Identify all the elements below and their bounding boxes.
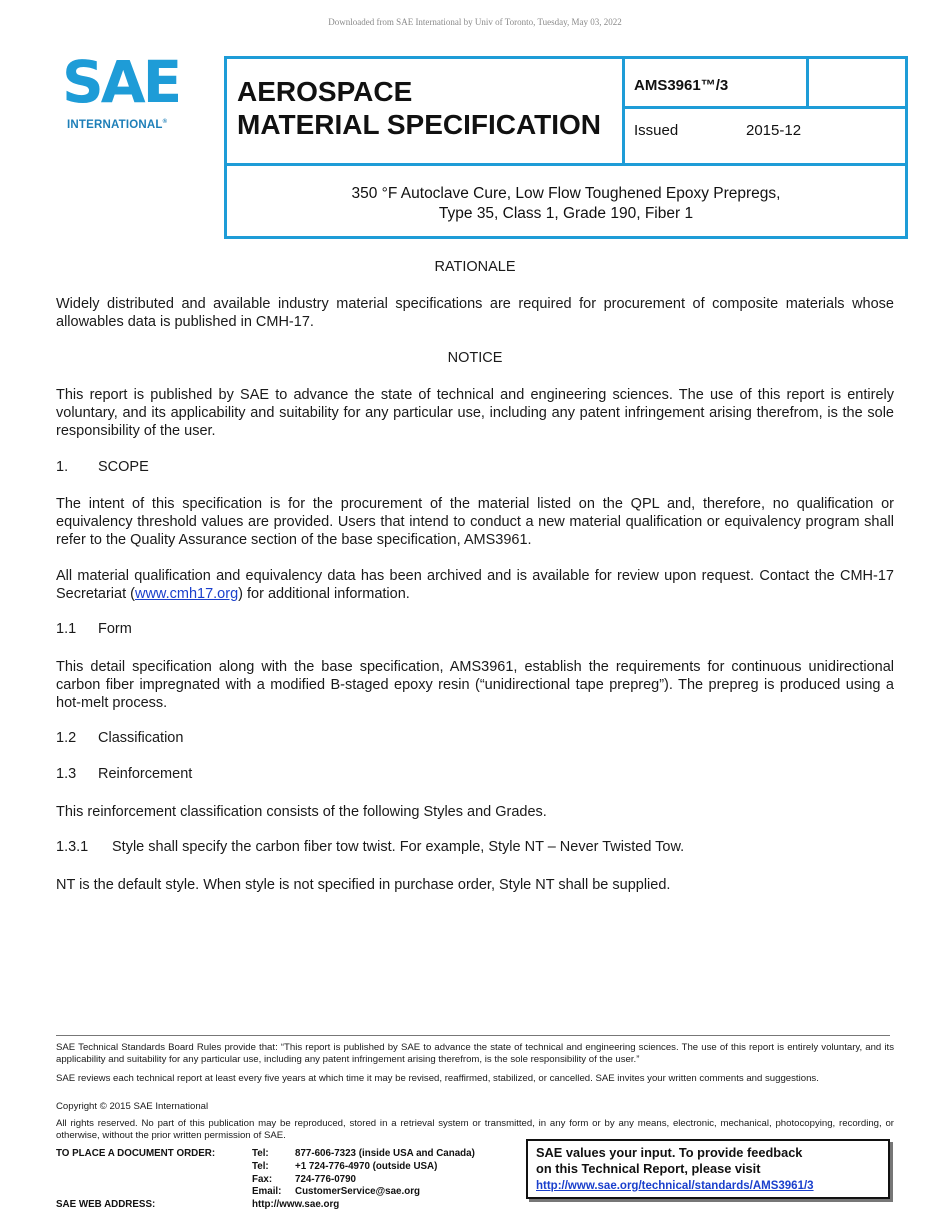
footer-divider bbox=[56, 1035, 890, 1036]
order-label: TO PLACE A DOCUMENT ORDER: bbox=[56, 1148, 216, 1159]
feedback-box bbox=[526, 1139, 890, 1199]
section-reinforcement-heading: 1.3 Reinforcement bbox=[56, 766, 193, 782]
notice-heading: NOTICE bbox=[447, 350, 503, 366]
sae-logo-mark: SAE bbox=[62, 48, 180, 116]
tel-value: 877-606-7323 (inside USA and Canada) bbox=[295, 1148, 475, 1159]
rationale-heading: RATIONALE bbox=[434, 259, 516, 275]
style-default-text: NT is the default style. When style is not specified in purchase order, Style NT shall be supplied. bbox=[56, 877, 671, 893]
document-number: AMS3961™/3 bbox=[634, 77, 729, 94]
header-divider bbox=[622, 56, 625, 166]
section-classification-heading: 1.2 Classification bbox=[56, 730, 184, 746]
notice-text: This report is published by SAE to advance the state of technical and engineering sciences. The use of this report is entirely voluntary, and its applicability and suitability for any particular use, including any patent infringement arising therefrom, is the sole responsibility of the user. bbox=[56, 387, 894, 439]
section-style: 1.3.1 Style shall specify the carbon fiber tow twist. For example, Style NT – Never Twisted Tow. bbox=[56, 839, 685, 855]
rationale-text: Widely distributed and available industry material specifications are required for procurement of composite materials whose allowables data is published in CMH-17. bbox=[56, 296, 894, 330]
sae-logo bbox=[62, 48, 192, 135]
fax-value: 724-776-0790 bbox=[295, 1174, 357, 1185]
feedback-link[interactable]: http://www.sae.org/technical/standards/AMS3961/3 bbox=[536, 1180, 814, 1192]
feedback-line-1: SAE values your input. To provide feedback bbox=[536, 1145, 803, 1160]
web-value: http://www.sae.org bbox=[252, 1199, 340, 1210]
tel-label: Tel: bbox=[252, 1148, 269, 1159]
download-note: Downloaded from SAE International by Univ of Toronto, Tuesday, May 03, 2022 bbox=[328, 17, 622, 27]
scope-paragraph-2: All material qualification and equivalency data has been archived and is available for review upon request. Contact the CMH-17 Secretariat (www.cmh17.org) for additional information. bbox=[56, 568, 894, 602]
cmh17-link[interactable]: www.cmh17.org bbox=[134, 586, 239, 602]
header-divider bbox=[224, 163, 908, 166]
issued-date: 2015-12 bbox=[746, 122, 802, 139]
tel2-label: Tel: bbox=[252, 1161, 269, 1172]
header-divider bbox=[806, 56, 809, 109]
section-scope-heading: 1. SCOPE bbox=[56, 459, 149, 475]
issued-label: Issued bbox=[634, 122, 679, 139]
form-text: This detail specification along with the base specification, AMS3961, establish the requirements for continuous unidirectional carbon fiber impregnated with a modified B-staged epoxy resin (“unidirectional tape prepreg”). The prepreg is produced using a hot-melt process. bbox=[56, 659, 894, 711]
document-title: 350 °F Autoclave Cure, Low Flow Toughened Epoxy Prepregs, Type 35, Class 1, Grade 190, Fiber 1 bbox=[351, 185, 781, 222]
footer-review: SAE reviews each technical report at least every five years at which time it may be revised, reaffirmed, stabilized, or cancelled. SAE invites your written comments and suggestions. bbox=[56, 1073, 819, 1084]
footer-rules: SAE Technical Standards Board Rules provide that: “This report is published by SAE to advance the state of technical and engineering sciences. The use of this report is entirely voluntary, and its applicability and suitability for any particular use, including any patent infringement arising therefrom, is the sole responsibility of the user.” bbox=[56, 1042, 894, 1065]
fax-label: Fax: bbox=[252, 1174, 273, 1185]
header-divider bbox=[622, 106, 908, 109]
footer-copyright: Copyright © 2015 SAE International bbox=[56, 1101, 209, 1112]
email-value: CustomerService@sae.org bbox=[295, 1186, 420, 1197]
section-form-heading: 1.1 Form bbox=[56, 621, 132, 637]
document-type: AEROSPACE MATERIAL SPECIFICATION bbox=[237, 76, 601, 140]
feedback-line-2: on this Technical Report, please visit bbox=[536, 1161, 761, 1176]
scope-paragraph-1: The intent of this specification is for the procurement of the material listed on the QPL and, therefore, no qualification or equivalency threshold values are provided. Users that intend to conduct a new material qualification or equivalency program shall refer to the Quality Assurance section of the base specification, AMS3961. bbox=[56, 496, 894, 548]
reinforcement-text: This reinforcement classification consists of the following Styles and Grades. bbox=[56, 804, 547, 820]
footer-rights: All rights reserved. No part of this publication may be reproduced, stored in a retrieval system or transmitted, in any form or by any means, electronic, mechanical, photocopying, recording, or otherwise, without the prior written permission of SAE. bbox=[56, 1118, 894, 1141]
tel2-value: +1 724-776-4970 (outside USA) bbox=[295, 1161, 438, 1172]
web-label: SAE WEB ADDRESS: bbox=[56, 1199, 156, 1210]
sae-logo-subtext: INTERNATIONAL® bbox=[67, 119, 168, 131]
email-label: Email: bbox=[252, 1186, 282, 1197]
